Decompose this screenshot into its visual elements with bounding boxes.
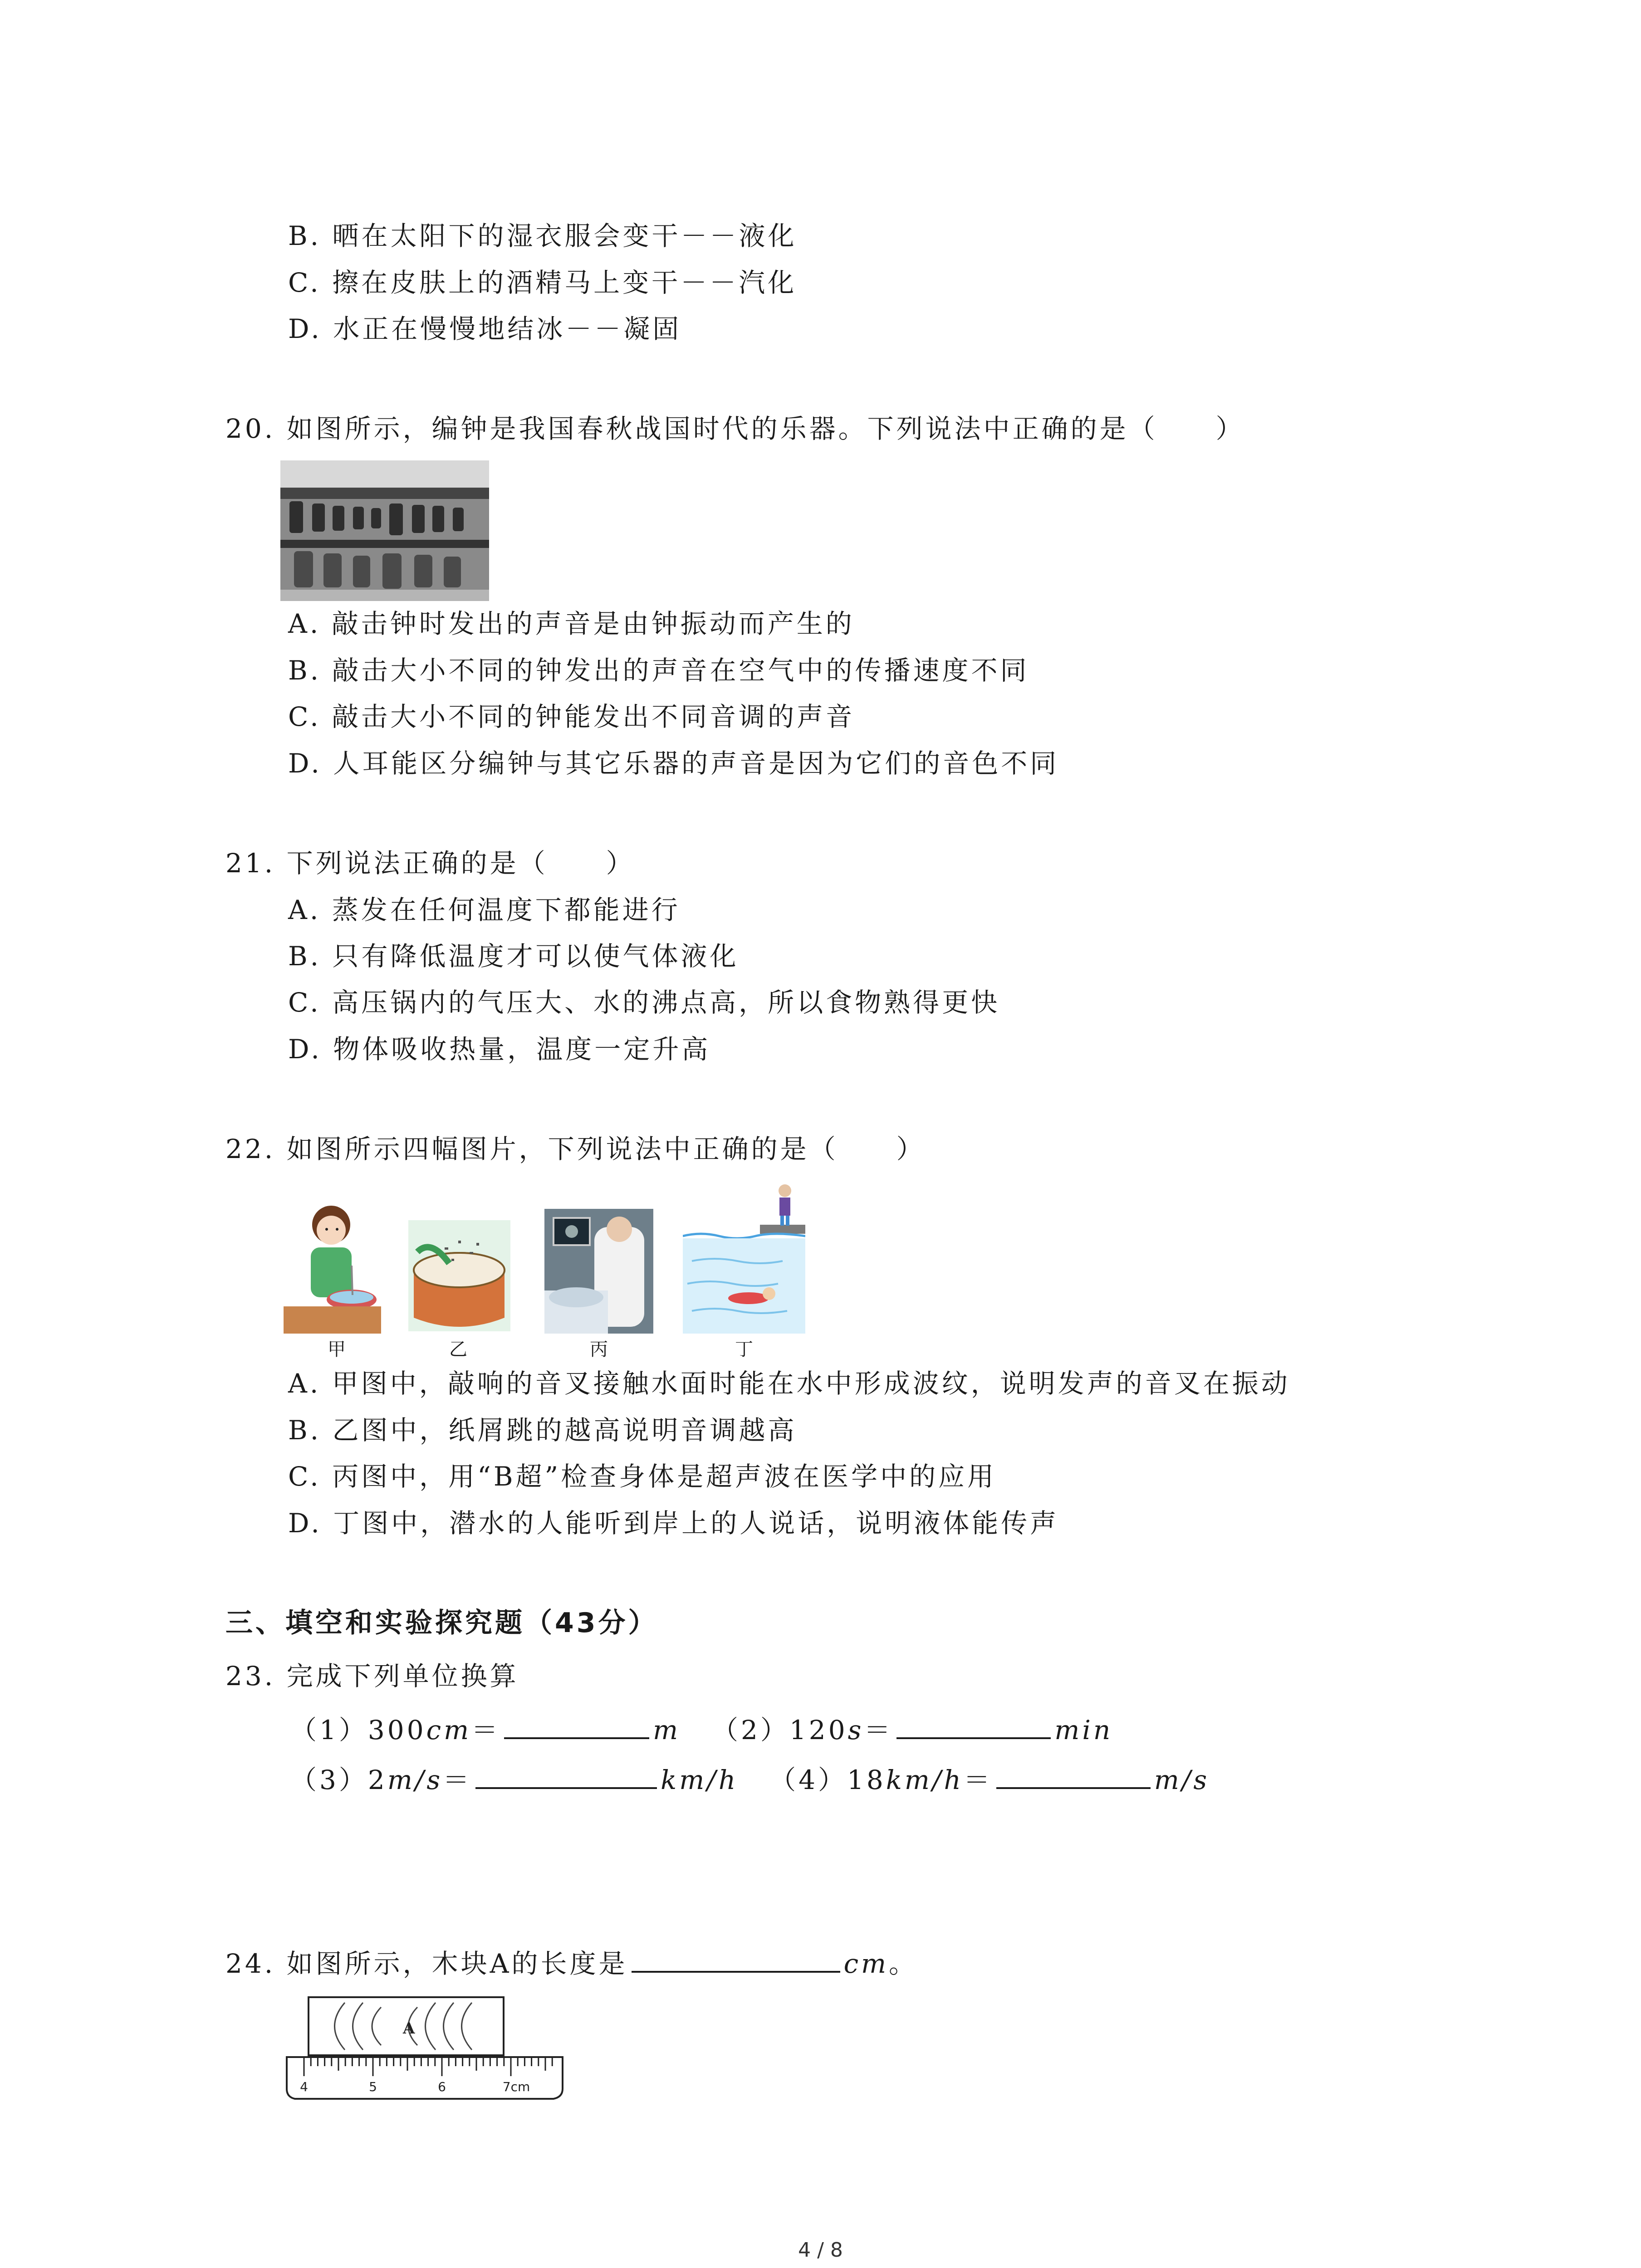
- wood-block-label: A: [403, 2019, 415, 2038]
- caption-ding: 丁: [735, 1339, 753, 1360]
- q21-option-d: D. 物体吸收热量，温度一定升高: [288, 1034, 711, 1065]
- q23-item-1: （1）300: [290, 1715, 426, 1745]
- q23-item-3: （3）2: [290, 1765, 387, 1795]
- caption-jia: 甲: [328, 1339, 346, 1360]
- q23-row-1: [290, 1710, 1113, 1748]
- ruler-label-5: 5: [369, 2079, 377, 2094]
- figure-bing-b-ultrasound: [544, 1209, 653, 1334]
- q20-option-a: A. 敲击钟时发出的声音是由钟振动而产生的: [288, 608, 855, 639]
- page-number: 4 / 8: [798, 2239, 843, 2262]
- q23-item-4-eq: ＝: [963, 1765, 993, 1795]
- ruler-label-7cm: 7cm: [502, 2079, 530, 2094]
- q21-option-a: A. 蒸发在任何温度下都能进行: [288, 894, 681, 925]
- figure-ding-diver: [683, 1179, 805, 1336]
- caption-yi: 乙: [449, 1339, 467, 1360]
- q23-item-1-answer-unit: m: [653, 1715, 681, 1745]
- ruler-figure: [281, 1994, 572, 2112]
- q23-stem: 23. 完成下列单位换算: [225, 1661, 519, 1691]
- q23-item-3-eq: ＝: [443, 1765, 472, 1795]
- section-3-title: 三、填空和实验探究题（43分）: [225, 1607, 658, 1639]
- q23-item-2: （2）120: [711, 1715, 848, 1745]
- q21-option-b: B. 只有降低温度才可以使气体液化: [288, 941, 739, 972]
- q23-item-3-unit: m/s: [387, 1765, 443, 1795]
- q19-option-c: C. 擦在皮肤上的酒精马上变干－－汽化: [288, 267, 797, 298]
- q19-option-b: B. 晒在太阳下的湿衣服会变干－－液化: [288, 220, 797, 251]
- q19-option-d: D. 水正在慢慢地结冰－－凝固: [288, 313, 682, 344]
- q23-item-1-unit: cm: [426, 1715, 472, 1745]
- q23-item-3-answer-unit: km/h: [661, 1765, 739, 1795]
- q24-line: [225, 1944, 918, 1982]
- q23-item-2-unit: s: [847, 1715, 864, 1745]
- q20-stem: 20. 如图所示，编钟是我国春秋战国时代的乐器。下列说法中正确的是（ ）: [225, 413, 1245, 444]
- ruler-label-4: 4: [300, 2079, 308, 2094]
- wood-block-a: [309, 1997, 504, 2055]
- q24-unit: cm: [843, 1948, 889, 1979]
- q20-option-b: B. 敲击大小不同的钟发出的声音在空气中的传播速度不同: [288, 655, 1029, 686]
- q23-item-2-answer-unit: min: [1054, 1715, 1113, 1745]
- q23-blank-2[interactable]: [896, 1710, 1051, 1739]
- q22-option-d: D. 丁图中，潜水的人能听到岸上的人说话，说明液体能传声: [288, 1508, 1059, 1539]
- q20-option-c: C. 敲击大小不同的钟能发出不同音调的声音: [288, 701, 855, 732]
- q23-row-2: [290, 1760, 1210, 1798]
- q23-item-4-unit: km/h: [886, 1765, 964, 1795]
- bianzhong-photo: [280, 460, 489, 601]
- q23-blank-4[interactable]: [996, 1760, 1151, 1789]
- caption-bing: 丙: [590, 1339, 608, 1360]
- q24-stem: 24. 如图所示，木块A的长度是: [225, 1948, 628, 1979]
- q23-blank-3[interactable]: [475, 1760, 657, 1789]
- q22-option-b: B. 乙图中，纸屑跳的越高说明音调越高: [288, 1415, 797, 1446]
- ruler-label-6: 6: [438, 2079, 446, 2094]
- q21-option-c: C. 高压锅内的气压大、水的沸点高，所以食物熟得更快: [288, 987, 1000, 1018]
- q22-option-c: C. 丙图中，用“B超”检查身体是超声波在医学中的应用: [288, 1461, 997, 1492]
- q22-option-a: A. 甲图中，敲响的音叉接触水面时能在水中形成波纹，说明发声的音叉在振动: [288, 1368, 1290, 1399]
- q23-item-4: （4）18: [769, 1765, 886, 1795]
- q23-blank-1[interactable]: [504, 1710, 649, 1739]
- q24-blank[interactable]: [632, 1944, 840, 1973]
- q23-item-2-eq: ＝: [864, 1715, 893, 1745]
- q23-item-1-eq: ＝: [471, 1715, 501, 1745]
- q22-stem: 22. 如图所示四幅图片，下列说法中正确的是（ ）: [225, 1134, 926, 1164]
- q20-option-d: D. 人耳能区分编钟与其它乐器的声音是因为它们的音色不同: [288, 748, 1059, 779]
- q23-item-4-answer-unit: m/s: [1154, 1765, 1210, 1795]
- q21-stem: 21. 下列说法正确的是（ ）: [225, 848, 635, 879]
- figure-yi-drum-paper: [408, 1220, 510, 1331]
- figure-jia-tuning-fork-water: [284, 1198, 381, 1334]
- q24-end: 。: [889, 1948, 918, 1979]
